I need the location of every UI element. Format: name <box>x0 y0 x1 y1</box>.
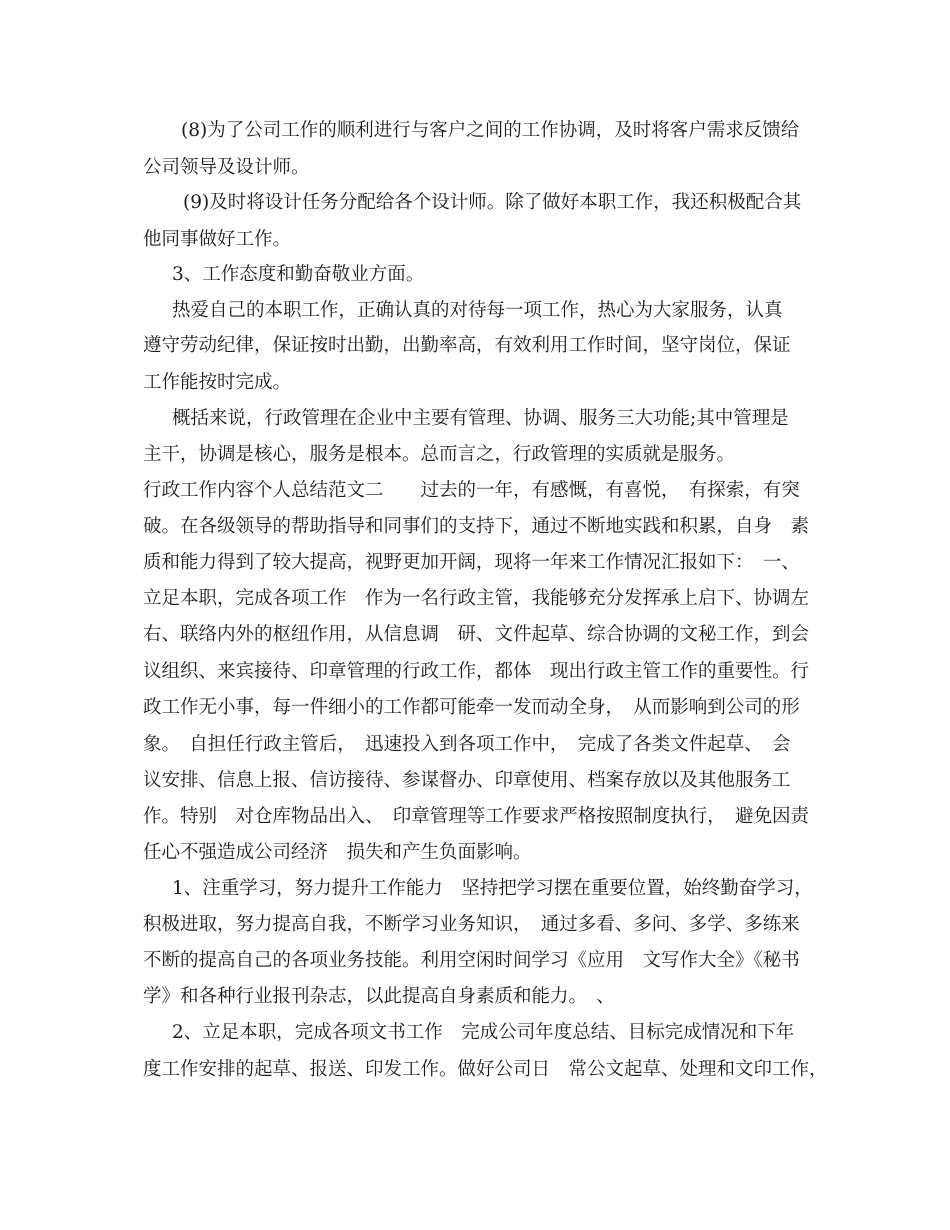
text-line: 工作能按时完成。 <box>143 372 292 393</box>
text-line: 主干，协调是核心，服务是根本。总而言之，行政管理的实质就是服务。 <box>143 444 736 465</box>
text-line: 议组织、来宾接待、印章管理的行政工作，都体 现出行政主管工作的重要性。行 <box>143 661 810 682</box>
text-line: 概括来说，行政管理在企业中主要有管理、协调、服务三大功能;其中管理是 <box>172 408 789 429</box>
text-line: 热爱自己的本职工作，正确认真的对待每一项工作，热心为大家服务，认真 <box>172 300 783 321</box>
text-line: 任心不强造成公司经济 损失和产生负面影响。 <box>143 842 532 863</box>
text-line: 破。在各级领导的帮助指导和同事们的支持下，通过不断地实践和积累，自身 素 <box>143 516 810 537</box>
text-line: 遵守劳动纪律，保证按时出勤，出勤率高，有效利用工作时间，坚守岗位，保证 <box>143 335 791 356</box>
text-line: 1、注重学习，努力提升工作能力 坚持把学习摆在重要位置，始终勤奋学习， <box>172 878 813 899</box>
text-line: 右、联络内外的枢纽作用，从信息调 研、文件起草、综合协调的文秘工作，到会 <box>143 624 810 645</box>
text-line: 议安排、信息上报、信访接待、参谋督办、印章使用、档案存放以及其他服务工 <box>143 770 791 791</box>
text-line: (9)及时将设计任务分配给各个设计师。除了做好本职工作，我还积极配合其 <box>183 192 802 213</box>
text-line: 不断的提高自己的各项业务技能。利用空闲时间学习《应用 文写作大全》《秘书 <box>143 950 800 971</box>
text-line: 学》和各种行业报刊杂志，以此提高自身素质和能力。 、 <box>143 986 615 1007</box>
text-line: 公司领导及设计师。 <box>143 157 310 178</box>
text-line: 度工作安排的起草、报送、印发工作。做好公司日 常公文起草、处理和文印工作， <box>143 1059 828 1080</box>
text-line: 质和能力得到了较大提高，视野更加开阔，现将一年来工作情况汇报如下： 一、 <box>143 552 800 573</box>
text-line: 积极进取，努力提高自我，不断学习业务知识， 通过多看、多问、多学、多练来 <box>143 914 800 935</box>
text-line: 政工作无小事，每一件细小的工作都可能牵一发而动全身， 从而影响到公司的形 <box>143 697 800 718</box>
text-line: (8)为了公司工作的顺利进行与客户之间的工作协调，及时将客户需求反馈给 <box>181 120 800 141</box>
text-line: 2、立足本职，完成各项文书工作 完成公司年度总结、目标完成情况和下年 <box>172 1022 795 1043</box>
text-line: 3、工作态度和勤奋敬业方面。 <box>172 264 425 285</box>
text-line: 他同事做好工作。 <box>143 229 292 250</box>
text-line: 行政工作内容个人总结范文二 过去的一年，有感慨，有喜悦， 有探索，有突 <box>143 480 800 501</box>
text-line: 象。 自担任行政主管后， 迅速投入到各项工作中， 完成了各类文件起草、 会 <box>143 734 791 755</box>
text-line: 作。特别 对仓库物品出入、 印章管理等工作要求严格按照制度执行， 避免因责 <box>143 806 810 827</box>
text-line: 立足本职，完成各项工作 作为一名行政主管，我能够充分发挥承上启下、协调左 <box>143 588 810 609</box>
